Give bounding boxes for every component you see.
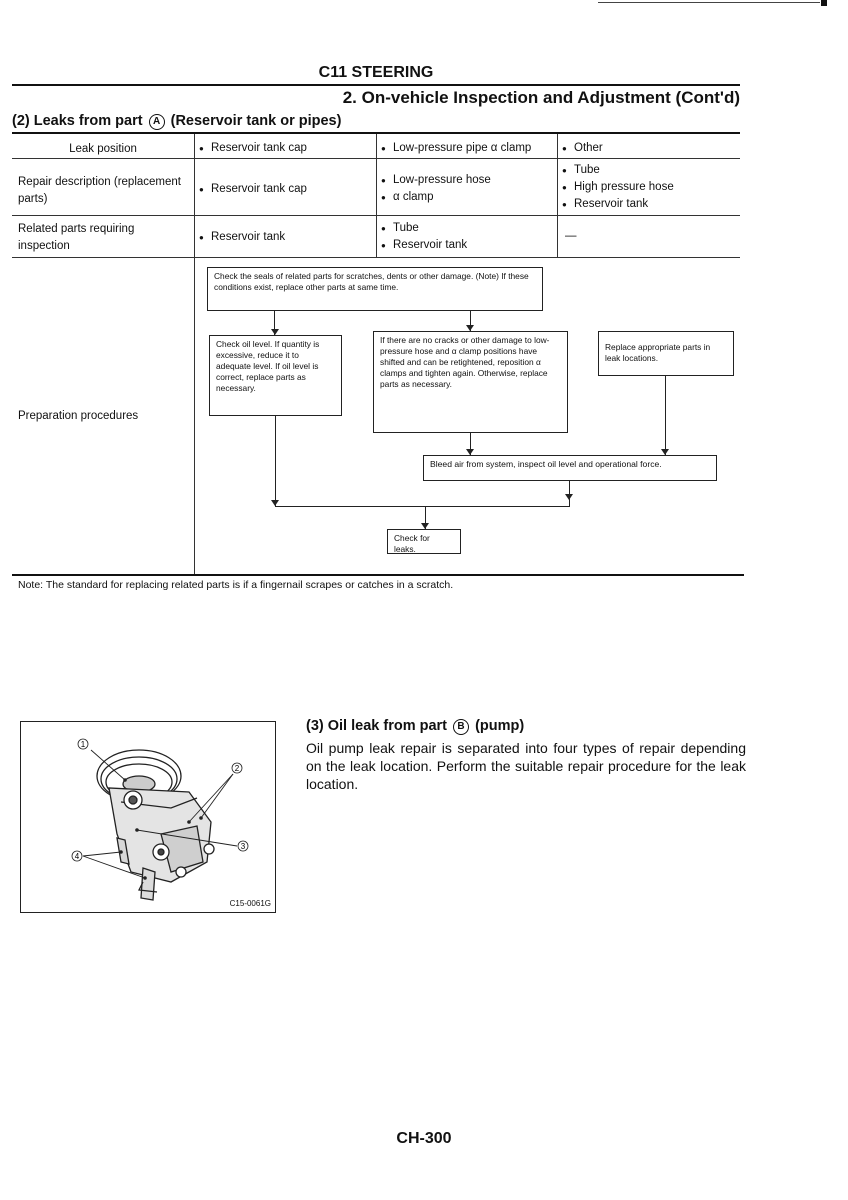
leader-line — [201, 774, 233, 818]
arrowhead — [421, 523, 429, 529]
pump-figure — [20, 721, 276, 913]
list-item: ● Reservoir tank — [380, 237, 556, 254]
flow-step-bleed-air: Bleed air from system, inspect oil level and operational force. — [423, 455, 717, 481]
callout-1: 1 — [80, 740, 86, 749]
flow-step-check-oil-level: Check oil level. If quantity is excessive, reduce it to adequate level. If oil level is correct, replace parts as necessary. — [209, 335, 342, 416]
flow-step-check-seals: Check the seals of related parts for scratches, dents or other damage. (Note) If these conditions exist, replace other parts at same time. — [207, 267, 543, 311]
subheading-prefix: (2) Leaks from part — [12, 113, 143, 129]
related-col3: — — [565, 230, 577, 242]
page-number: CH-300 — [396, 1130, 452, 1147]
list-item: ● Reservoir tank cap — [198, 181, 374, 198]
list-item: ● Tube — [380, 220, 556, 237]
figure-code: C15-0061G — [229, 899, 271, 908]
row-label-preparation: Preparation procedures — [18, 410, 139, 422]
part-b-mark: B — [453, 719, 469, 735]
hose-fitting — [141, 868, 155, 900]
list-item: ● Reservoir tank cap — [198, 140, 374, 157]
list-item: ● Reservoir tank — [561, 196, 737, 213]
leader-dot — [187, 820, 191, 824]
table-note: Note: The standard for replacing related parts is if a fingernail scrapes or catches in a scratch. — [18, 579, 454, 591]
oil-leak-description: Oil pump leak repair is separated into four types of repair depending on the leak location. Perform the suitable repair procedure for the leak location. — [306, 740, 746, 792]
list-item: ● High pressure hose — [561, 179, 737, 196]
callout-2: 2 — [234, 764, 240, 773]
row-label-related-parts: Related parts requiring inspection — [18, 223, 135, 252]
callout-3: 3 — [240, 842, 246, 851]
leader-line — [83, 852, 121, 856]
leader-dot — [119, 850, 123, 854]
arrowhead — [271, 329, 279, 335]
section-title: 2. On-vehicle Inspection and Adjustment (Cont'd) — [342, 88, 740, 107]
list-item: ● Other — [561, 140, 737, 157]
subheading-oil-leak-part-b — [306, 718, 524, 735]
list-item: ● Tube — [561, 162, 737, 179]
leader-dot — [199, 816, 203, 820]
row-label-repair: Repair description (replacement parts) — [18, 176, 181, 205]
list-item: ● Low-pressure pipe α clamp — [380, 140, 556, 157]
subheading-suffix: (pump) — [475, 718, 525, 734]
arrowhead — [565, 494, 573, 500]
subheading-prefix: (3) Oil leak from part — [306, 718, 448, 734]
arrowhead — [271, 500, 279, 506]
flow-step-cracks-clamps: If there are no cracks or other damage to low-pressure hose and α clamp positions have shifted and can be retightened, reposition α clamps and tighten again. Otherwise, replace parts as necessary. — [373, 331, 568, 433]
row-label-leak-position: Leak position — [69, 143, 137, 155]
chapter-title: C11 STEERING — [318, 64, 434, 81]
subheading-suffix: (Reservoir tank or pipes) — [170, 113, 342, 129]
leader-dot — [143, 876, 147, 880]
list-item: ● Reservoir tank — [198, 229, 374, 246]
arrowhead — [661, 449, 669, 455]
oil-pump-illustration — [21, 722, 275, 912]
outlet-port-inner — [158, 849, 164, 855]
leader-dot — [123, 778, 127, 782]
mounting-bolt — [204, 844, 214, 854]
mounting-bolt — [176, 867, 186, 877]
leader-dot — [135, 828, 139, 832]
arrowhead — [466, 325, 474, 331]
arrowhead — [466, 449, 474, 455]
part-a-mark: A — [149, 114, 165, 130]
list-item: ● Low-pressure hose — [380, 172, 556, 189]
reservoir-port-inner — [129, 796, 137, 804]
callout-4: 4 — [74, 852, 80, 861]
flow-step-replace-parts: Replace appropriate parts in leak locations. — [598, 331, 734, 376]
list-item: ● α clamp — [380, 189, 556, 206]
flow-step-check-leaks: Check for leaks. — [387, 529, 461, 554]
